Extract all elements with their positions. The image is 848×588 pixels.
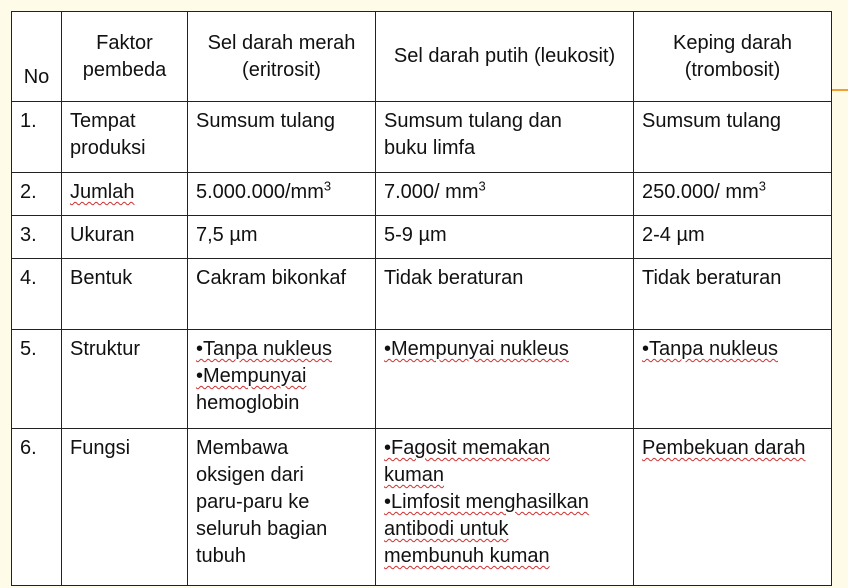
factor-cell: Fungsi (62, 429, 188, 586)
header-no: No (12, 12, 62, 102)
table-row (12, 216, 832, 259)
platelet-text: Pembekuan darah (642, 437, 806, 459)
wbc-cell (376, 330, 634, 429)
rbc-line4: seluruh bagian (196, 518, 328, 540)
table-row (12, 259, 832, 330)
rbc-cell (188, 173, 376, 216)
rbc-line5: tubuh (196, 545, 247, 567)
platelet-text: •Tanpa nukleus (642, 338, 778, 360)
platelet-cell (634, 429, 832, 586)
row-number: 4. (12, 259, 62, 330)
platelet-value: 250.000/ mm (642, 181, 759, 203)
wbc-value: 7.000/ mm (384, 181, 479, 203)
header-factor-line1: Faktor (96, 31, 153, 54)
rbc-line3: paru-paru ke (196, 491, 310, 513)
factor-cell: Ukuran (62, 216, 188, 259)
rbc-line1: •Tanpa nukleus (196, 338, 332, 360)
rbc-cell: 7,5 µm (188, 216, 376, 259)
table-row (12, 173, 832, 216)
wbc-cell (376, 429, 634, 586)
row-number: 3. (12, 216, 62, 259)
wbc-line3: •Limfosit menghasilkan (384, 491, 589, 513)
factor-line1: Tempat (70, 110, 136, 132)
blood-cell-comparison-table (11, 11, 832, 586)
rbc-superscript: 3 (323, 178, 332, 194)
wbc-cell: Tidak beraturan (376, 259, 634, 330)
wbc-line5: membunuh kuman (384, 545, 550, 567)
header-white-blood-cell: Sel darah putih (leukosit) (376, 12, 634, 102)
wbc-line2: buku limfa (384, 137, 476, 159)
table-row (12, 330, 832, 429)
wbc-line4: antibodi untuk (384, 518, 509, 540)
header-red-blood-cell (188, 12, 376, 102)
factor-cell: Bentuk (62, 259, 188, 330)
rbc-value: 5.000.000/mm (196, 181, 324, 203)
factor-text: Jumlah (70, 181, 135, 203)
rbc-cell: Cakram bikonkaf (188, 259, 376, 330)
wbc-line1: Sumsum tulang dan (384, 110, 562, 132)
row-number: 2. (12, 173, 62, 216)
row-number: 5. (12, 330, 62, 429)
platelet-cell: Sumsum tulang (634, 102, 832, 173)
factor-cell (62, 173, 188, 216)
wbc-cell (376, 173, 634, 216)
factor-cell: Struktur (62, 330, 188, 429)
wbc-cell: 5-9 µm (376, 216, 634, 259)
rbc-line2: oksigen dari (196, 464, 304, 486)
wbc-text: •Mempunyai nukleus (384, 338, 569, 360)
wbc-cell (376, 102, 634, 173)
header-platelet-line1: Keping darah (673, 31, 792, 54)
platelet-cell: 2-4 µm (634, 216, 832, 259)
wbc-superscript: 3 (478, 178, 486, 194)
wbc-line1: •Fagosit memakan (384, 437, 550, 459)
platelet-cell: Tidak beraturan (634, 259, 832, 330)
row-number: 1. (12, 102, 62, 173)
header-factor (62, 12, 188, 102)
rbc-line1: Membawa (196, 437, 289, 459)
rbc-cell (188, 429, 376, 586)
header-platelet (634, 12, 832, 102)
platelet-cell (634, 173, 832, 216)
header-rbc-line1: Sel darah merah (207, 31, 356, 54)
rbc-cell: Sumsum tulang (188, 102, 376, 173)
row-number: 6. (12, 429, 62, 586)
platelet-cell (634, 330, 832, 429)
wbc-line2: kuman (384, 464, 445, 486)
table-row (12, 429, 832, 586)
header-platelet-line2: (trombosit) (684, 58, 781, 81)
factor-line2: produksi (70, 137, 146, 159)
header-factor-line2: pembeda (82, 58, 167, 81)
factor-cell (62, 102, 188, 173)
table-header-row (12, 12, 832, 102)
header-rbc-line2: (eritrosit) (242, 58, 321, 81)
rbc-line3: hemoglobin (196, 392, 300, 414)
platelet-superscript: 3 (758, 178, 766, 194)
rbc-line2: •Mempunyai (196, 365, 307, 387)
table-row (12, 102, 832, 173)
rbc-cell (188, 330, 376, 429)
